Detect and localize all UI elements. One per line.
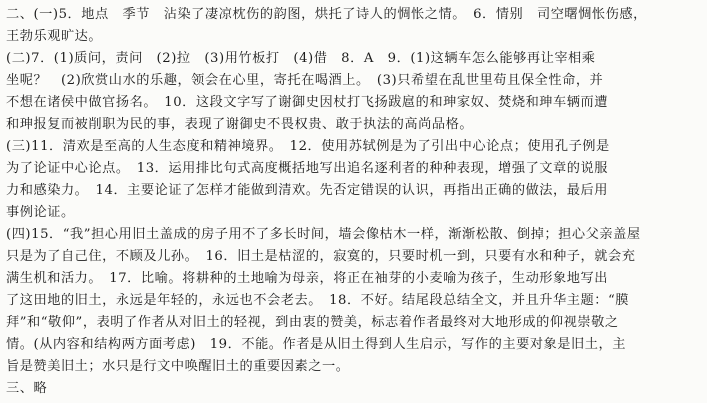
text-line-16: 情。(从内容和结构两方面考虑) 19．不能。作者是从旧土得到人生启示，写作的主要对象是旧土，主 xyxy=(6,337,626,352)
text-line-14: 了这田地的旧土，永远是年轻的，永远也不会老去。 18．不好。结尾段总结全文，并且升华主题：“膜 xyxy=(6,293,630,308)
text-line-10: 事例论证。 xyxy=(6,205,75,220)
text-line-12: 只是为了自己住，不顾及儿孙。 16．旧土是枯涩的，寂寞的，只要时机一到，只要有水和种子，就会充 xyxy=(6,249,636,264)
text-line-4: 坐呢？ (2)欣赏山水的乐趣，领会在心里，寄托在喝酒上。 (3)只希望在乱世里苟且保全性命，并 xyxy=(6,73,604,88)
text-line-11: (四)15．“我”担心用旧土盖成的房子用不了多长时间，墙会像枯木一样，渐渐松散、倒掉；担心父亲盖屋 xyxy=(6,227,641,242)
text-line-18: 三、略 xyxy=(6,381,48,396)
text-line-15: 拜”和“敬仰”，表明了作者从对旧土的轻视，到由衷的赞美，标志着作者最终对大地形成的仰视崇敬之 xyxy=(6,315,619,330)
text-line-8: 为了论证中心论点。 13．运用排比句式高度概括地写出追名逐利者的种种表现，增强了文章的说服 xyxy=(6,161,608,176)
text-line-1: 二、(一)5．地点 季节 沾染了凄凉枕伤的韵图，烘托了诗人的惆怅之情。 6．情别 司空曙惆怅伤感， xyxy=(6,7,647,22)
text-line-2: 王勃乐观旷达。 xyxy=(6,29,103,44)
text-line-17: 旨是赞美旧土；水只是行文中唤醒旧土的重要因素之一。 xyxy=(6,359,350,374)
text-line-9: 力和感染力。 14．主要论证了怎样才能做到清欢。先否定错误的认识，再指出正确的做法，最后用 xyxy=(6,183,608,198)
text-line-3: (二)7．(1)质问，责问 (2)拉 (3)用竹板打 (4)借 8．A 9．(1)这辆车怎么能够再让宰相乘 xyxy=(6,51,596,66)
text-line-13: 满生机和活力。 17．比喻。将耕种的土地喻为母亲，将正在袖芽的小麦喻为孩子，生动形象地写出 xyxy=(6,271,608,286)
text-line-6: 和珅报复而被削职为民的事，表现了谢御史不畏权贵、敢于执法的高尚品格。 xyxy=(6,117,474,132)
text-line-5: 不想在诸侯中做官扬名。 10．这段文字写了谢御史因杖打飞扬跋扈的和珅家奴、焚烧和珅车辆而遭 xyxy=(6,95,608,110)
text-line-7: (三)11．清欢是至高的人生态度和精神境界。 12．使用苏轼例是为了引出中心论点；使用孔子例是 xyxy=(6,139,610,154)
